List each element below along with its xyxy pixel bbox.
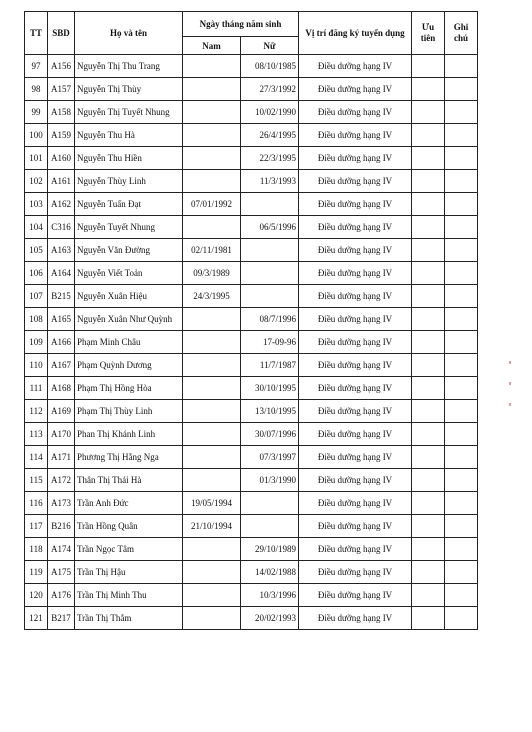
dob-male (183, 78, 241, 101)
row-number: 115 (25, 469, 48, 492)
dob-male (183, 469, 241, 492)
dob-female: 10/3/1996 (241, 584, 299, 607)
candidate-id: B216 (48, 515, 75, 538)
candidate-name: Nguyễn Thu Hà (75, 124, 183, 147)
priority-cell (412, 285, 445, 308)
candidate-name: Nguyễn Thị Thùy (75, 78, 183, 101)
priority-cell (412, 423, 445, 446)
table-row (25, 101, 478, 124)
candidate-id: A157 (48, 78, 75, 101)
note-cell (445, 101, 478, 124)
dob-male (183, 538, 241, 561)
position: Điều dưỡng hạng IV (299, 101, 412, 124)
margin-mark (509, 382, 511, 385)
candidate-name: Nguyễn Thị Tuyết Nhung (75, 101, 183, 124)
candidate-id: A175 (48, 561, 75, 584)
header-female: Nữ (241, 37, 299, 55)
header-dob: Ngày tháng năm sinh (183, 12, 299, 37)
candidate-name: Nguyễn Tuyết Nhung (75, 216, 183, 239)
candidate-id: A158 (48, 101, 75, 124)
candidate-id: A163 (48, 239, 75, 262)
candidate-id: A169 (48, 400, 75, 423)
dob-female (241, 515, 299, 538)
dob-female: 07/3/1997 (241, 446, 299, 469)
dob-male (183, 561, 241, 584)
dob-female: 08/10/1985 (241, 55, 299, 78)
table-row (25, 538, 478, 561)
table-row (25, 239, 478, 262)
candidate-id: A156 (48, 55, 75, 78)
dob-female: 14/02/1988 (241, 561, 299, 584)
candidate-name: Nguyễn Viết Toản (75, 262, 183, 285)
candidate-id: A159 (48, 124, 75, 147)
priority-cell (412, 78, 445, 101)
dob-male (183, 584, 241, 607)
priority-cell (412, 193, 445, 216)
position: Điều dưỡng hạng IV (299, 331, 412, 354)
note-cell (445, 216, 478, 239)
priority-cell (412, 515, 445, 538)
header-male: Nam (183, 37, 241, 55)
row-number: 111 (25, 377, 48, 400)
candidate-name: Nguyễn Thu Hiền (75, 147, 183, 170)
position: Điều dưỡng hạng IV (299, 515, 412, 538)
header-priority: Ưu tiên (412, 12, 445, 55)
dob-male (183, 55, 241, 78)
row-number: 99 (25, 101, 48, 124)
note-cell (445, 262, 478, 285)
candidate-id: A165 (48, 308, 75, 331)
dob-female (241, 492, 299, 515)
dob-male (183, 170, 241, 193)
priority-cell (412, 101, 445, 124)
candidate-name: Phạm Thị Thùy Linh (75, 400, 183, 423)
priority-cell (412, 446, 445, 469)
table-row (25, 492, 478, 515)
priority-cell (412, 400, 445, 423)
candidate-id: A161 (48, 170, 75, 193)
candidate-id: C316 (48, 216, 75, 239)
position: Điều dưỡng hạng IV (299, 193, 412, 216)
dob-male: 24/3/1995 (183, 285, 241, 308)
dob-male: 02/11/1981 (183, 239, 241, 262)
priority-cell (412, 216, 445, 239)
candidate-name: Phan Thị Khánh Linh (75, 423, 183, 446)
margin-mark (509, 361, 511, 364)
note-cell (445, 308, 478, 331)
dob-female: 22/3/1995 (241, 147, 299, 170)
dob-female (241, 239, 299, 262)
note-cell (445, 78, 478, 101)
position: Điều dưỡng hạng IV (299, 216, 412, 239)
dob-female: 08/7/1996 (241, 308, 299, 331)
row-number: 117 (25, 515, 48, 538)
dob-female: 13/10/1995 (241, 400, 299, 423)
note-cell (445, 147, 478, 170)
note-cell (445, 492, 478, 515)
table-row (25, 170, 478, 193)
candidate-id: A167 (48, 354, 75, 377)
row-number: 114 (25, 446, 48, 469)
candidate-id: A166 (48, 331, 75, 354)
note-cell (445, 607, 478, 630)
note-cell (445, 124, 478, 147)
dob-female: 29/10/1989 (241, 538, 299, 561)
dob-male (183, 308, 241, 331)
position: Điều dưỡng hạng IV (299, 400, 412, 423)
candidate-name: Phạm Quỳnh Dương (75, 354, 183, 377)
dob-female: 17-09-96 (241, 331, 299, 354)
priority-cell (412, 262, 445, 285)
row-number: 108 (25, 308, 48, 331)
note-cell (445, 446, 478, 469)
position: Điều dưỡng hạng IV (299, 147, 412, 170)
position: Điều dưỡng hạng IV (299, 469, 412, 492)
dob-male: 19/05/1994 (183, 492, 241, 515)
position: Điều dưỡng hạng IV (299, 285, 412, 308)
dob-male (183, 331, 241, 354)
table-row (25, 262, 478, 285)
dob-male (183, 423, 241, 446)
candidate-id: B217 (48, 607, 75, 630)
position: Điều dưỡng hạng IV (299, 78, 412, 101)
table-row (25, 584, 478, 607)
candidate-name: Trần Anh Đức (75, 492, 183, 515)
position: Điều dưỡng hạng IV (299, 446, 412, 469)
row-number: 121 (25, 607, 48, 630)
candidate-id: A174 (48, 538, 75, 561)
row-number: 112 (25, 400, 48, 423)
row-number: 97 (25, 55, 48, 78)
candidate-name: Phạm Minh Châu (75, 331, 183, 354)
candidate-name: Nguyễn Tuấn Đạt (75, 193, 183, 216)
candidate-id: A162 (48, 193, 75, 216)
row-number: 104 (25, 216, 48, 239)
table-header (25, 12, 478, 55)
candidate-name: Nguyễn Văn Đường (75, 239, 183, 262)
priority-cell (412, 124, 445, 147)
candidate-id: B215 (48, 285, 75, 308)
candidate-id: A168 (48, 377, 75, 400)
candidate-name: Phương Thị Hằng Nga (75, 446, 183, 469)
dob-female: 11/7/1987 (241, 354, 299, 377)
priority-cell (412, 561, 445, 584)
candidate-id: A164 (48, 262, 75, 285)
note-cell (445, 170, 478, 193)
position: Điều dưỡng hạng IV (299, 239, 412, 262)
candidate-id: A176 (48, 584, 75, 607)
priority-cell (412, 607, 445, 630)
row-number: 116 (25, 492, 48, 515)
table-row (25, 55, 478, 78)
dob-female: 06/5/1996 (241, 216, 299, 239)
row-number: 102 (25, 170, 48, 193)
row-number: 109 (25, 331, 48, 354)
dob-male (183, 147, 241, 170)
position: Điều dưỡng hạng IV (299, 423, 412, 446)
candidate-id: A172 (48, 469, 75, 492)
candidate-id: A160 (48, 147, 75, 170)
note-cell (445, 377, 478, 400)
dob-male (183, 124, 241, 147)
table-row (25, 469, 478, 492)
note-cell (445, 239, 478, 262)
dob-male (183, 354, 241, 377)
table-row (25, 331, 478, 354)
position: Điều dưỡng hạng IV (299, 55, 412, 78)
position: Điều dưỡng hạng IV (299, 607, 412, 630)
header-name: Họ và tên (75, 12, 183, 55)
table-row (25, 285, 478, 308)
priority-cell (412, 239, 445, 262)
note-cell (445, 561, 478, 584)
candidate-table (24, 11, 478, 630)
candidate-id: A173 (48, 492, 75, 515)
note-cell (445, 469, 478, 492)
row-number: 110 (25, 354, 48, 377)
candidate-name: Trần Hồng Quân (75, 515, 183, 538)
dob-male (183, 216, 241, 239)
row-number: 120 (25, 584, 48, 607)
candidate-name: Nguyễn Thùy Linh (75, 170, 183, 193)
dob-female (241, 262, 299, 285)
row-number: 98 (25, 78, 48, 101)
row-number: 101 (25, 147, 48, 170)
dob-male (183, 400, 241, 423)
header-tt: TT (25, 12, 48, 55)
position: Điều dưỡng hạng IV (299, 124, 412, 147)
dob-male (183, 377, 241, 400)
candidate-id: A170 (48, 423, 75, 446)
header-note: Ghi chú (445, 12, 478, 55)
priority-cell (412, 354, 445, 377)
table-row (25, 377, 478, 400)
dob-female: 27/3/1992 (241, 78, 299, 101)
dob-male (183, 446, 241, 469)
note-cell (445, 584, 478, 607)
dob-female: 11/3/1993 (241, 170, 299, 193)
dob-female: 26/4/1995 (241, 124, 299, 147)
position: Điều dưỡng hạng IV (299, 377, 412, 400)
position: Điều dưỡng hạng IV (299, 492, 412, 515)
priority-cell (412, 308, 445, 331)
dob-male (183, 101, 241, 124)
note-cell (445, 538, 478, 561)
candidate-name: Trần Thị Thắm (75, 607, 183, 630)
table-row (25, 78, 478, 101)
note-cell (445, 285, 478, 308)
dob-female: 10/02/1990 (241, 101, 299, 124)
dob-male (183, 607, 241, 630)
row-number: 103 (25, 193, 48, 216)
note-cell (445, 55, 478, 78)
dob-male: 07/01/1992 (183, 193, 241, 216)
row-number: 107 (25, 285, 48, 308)
row-number: 106 (25, 262, 48, 285)
priority-cell (412, 469, 445, 492)
table-row (25, 607, 478, 630)
dob-female: 20/02/1993 (241, 607, 299, 630)
position: Điều dưỡng hạng IV (299, 354, 412, 377)
row-number: 118 (25, 538, 48, 561)
table-row (25, 400, 478, 423)
note-cell (445, 193, 478, 216)
table-row (25, 515, 478, 538)
header-position: Vị trí đăng ký tuyển dụng (299, 12, 412, 55)
candidate-name: Phạm Thị Hồng Hòa (75, 377, 183, 400)
priority-cell (412, 55, 445, 78)
dob-male: 09/3/1989 (183, 262, 241, 285)
priority-cell (412, 147, 445, 170)
candidate-name: Nguyễn Thị Thu Trang (75, 55, 183, 78)
table-row (25, 193, 478, 216)
candidate-name: Trần Thị Hậu (75, 561, 183, 584)
candidate-name: Trần Thị Minh Thu (75, 584, 183, 607)
dob-female: 30/07/1996 (241, 423, 299, 446)
header-sbd: SBD (48, 12, 75, 55)
table-row (25, 124, 478, 147)
candidate-id: A171 (48, 446, 75, 469)
position: Điều dưỡng hạng IV (299, 561, 412, 584)
note-cell (445, 331, 478, 354)
margin-mark (509, 403, 511, 406)
table-row (25, 216, 478, 239)
position: Điều dưỡng hạng IV (299, 584, 412, 607)
table-row (25, 147, 478, 170)
priority-cell (412, 584, 445, 607)
priority-cell (412, 538, 445, 561)
priority-cell (412, 331, 445, 354)
table-row (25, 308, 478, 331)
table-row (25, 354, 478, 377)
priority-cell (412, 377, 445, 400)
note-cell (445, 515, 478, 538)
note-cell (445, 400, 478, 423)
table-row (25, 561, 478, 584)
position: Điều dưỡng hạng IV (299, 538, 412, 561)
position: Điều dưỡng hạng IV (299, 262, 412, 285)
candidate-name: Thân Thị Thái Hà (75, 469, 183, 492)
dob-female (241, 285, 299, 308)
table-row (25, 446, 478, 469)
note-cell (445, 354, 478, 377)
table-body (25, 55, 478, 630)
row-number: 100 (25, 124, 48, 147)
row-number: 113 (25, 423, 48, 446)
dob-male: 21/10/1994 (183, 515, 241, 538)
position: Điều dưỡng hạng IV (299, 170, 412, 193)
priority-cell (412, 170, 445, 193)
priority-cell (412, 492, 445, 515)
candidate-name: Trần Ngọc Tâm (75, 538, 183, 561)
candidate-name: Nguyễn Xuân Hiệu (75, 285, 183, 308)
row-number: 105 (25, 239, 48, 262)
dob-female (241, 193, 299, 216)
position: Điều dưỡng hạng IV (299, 308, 412, 331)
row-number: 119 (25, 561, 48, 584)
dob-female: 30/10/1995 (241, 377, 299, 400)
table-row (25, 423, 478, 446)
candidate-name: Nguyễn Xuân Như Quỳnh (75, 308, 183, 331)
note-cell (445, 423, 478, 446)
dob-female: 01/3/1990 (241, 469, 299, 492)
